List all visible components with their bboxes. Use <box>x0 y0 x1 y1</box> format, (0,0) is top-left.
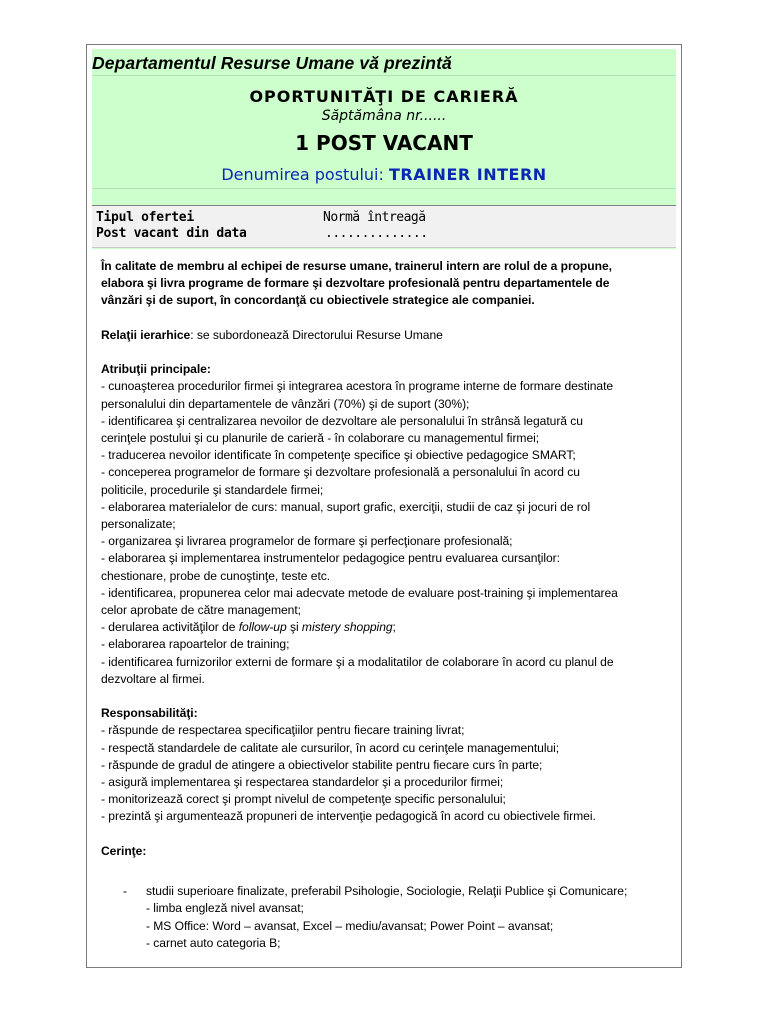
requirement-line: - limba engleză nivel avansat; <box>146 901 304 916</box>
duty-line: - identificarea şi centralizarea nevoilor de dezvoltare ale personalului în strânsă legatură cu <box>101 413 583 428</box>
duty-line: - traducerea nevoilor identificate în competenţe specifice şi obiective pedagogice SMART; <box>101 448 576 463</box>
week-number: Săptămâna nr...... <box>321 108 447 124</box>
responsibilities-list <box>101 722 666 825</box>
duty-line: - identificarea, propunerea celor mai adecvate metode de evaluare post-training şi implementarea <box>101 585 618 600</box>
offer-type-value: Normă întreagă <box>323 210 426 225</box>
duty-line: politicile, procedurile şi standardele firmei; <box>101 482 324 497</box>
duty-line: cerinţele postului şi cu planurile de carieră - în colaborare cu managementul firmei; <box>101 431 540 445</box>
divider <box>92 247 676 248</box>
requirement-line: - carnet auto categoria B; <box>146 935 281 950</box>
divider <box>92 75 676 76</box>
requirement-line: - MS Office: Word – avansat, Excel – mediu/avansat; Power Point – avansat; <box>146 918 554 933</box>
duty-line: - elaborarea şi implementarea instrumentelor pedagogice pentru evaluarea cursanţilor: <box>101 551 560 566</box>
mistery-shopping-term: mistery shopping <box>301 620 393 635</box>
position-name: TRAINER INTERN <box>388 165 547 184</box>
bullet-dash: - <box>123 884 127 899</box>
duty-line: - cunoaşterea procedurilor firmei şi integrarea acestora în programe interne de formare destinate <box>101 379 614 394</box>
hierarchy-label: Relaţii ierarhice <box>101 327 191 342</box>
responsibility-line: - respectă standardele de calitate ale cursurilor, în acord cu cerinţele managementului; <box>101 740 560 755</box>
duty-line: chestionare, probe de cunoştinţe, teste etc. <box>101 568 331 583</box>
intro-line: vânzări şi de suport, în concordanţă cu obiectivele strategice ale companiei. <box>101 293 535 308</box>
duty-line: - conceperea programelor de formare şi dezvoltare profesională a personalului în acord cu <box>101 465 580 480</box>
offer-info-box <box>92 205 676 248</box>
requirement-text: studii superioare finalizate, preferabil Psihologie, Sociologie, Relaţii Publice şi Comunicare; <box>146 884 628 899</box>
responsibility-line: - monitorizează corect şi prompt nivelul de competenţe specific personalului; <box>101 792 506 807</box>
intro-paragraph <box>101 258 666 310</box>
divider <box>92 188 676 189</box>
offer-type-label: Tipul ofertei <box>96 210 194 225</box>
hierarchy-line <box>101 327 666 344</box>
duty-line: - elaborarea materialelor de curs: manual, suport grafic, exerciţii, studii de caz şi jocuri de rol <box>101 499 591 514</box>
vacant-since-value: .............. <box>325 226 428 241</box>
hierarchy-text: : se subordonează Directorului Resurse Umane <box>190 327 443 342</box>
job-posting-page <box>86 44 682 968</box>
duty-line: - elaborarea rapoartelor de training; <box>101 637 290 652</box>
vacant-since-row <box>96 226 428 241</box>
requirements-title: Cerinţe: <box>101 843 147 858</box>
position-title <box>92 165 676 184</box>
responsibilities-title: Responsabilităţi: <box>101 706 198 721</box>
duty-line <box>101 619 666 636</box>
followup-text: ; <box>392 620 396 635</box>
vacant-since-label: Post vacant din data <box>96 226 247 241</box>
duties-title: Atribuţii principale: <box>101 362 211 377</box>
responsibility-line: - prezintă şi argumentează propuneri de intervenţie pedagogică în acord cu obiectivele firmei. <box>101 809 596 824</box>
duty-line: personalului din departamentele de vânzări (70%) şi de suport (30%); <box>101 396 470 411</box>
duty-line: - organizarea şi livrarea programelor de formare şi perfecţionare profesională; <box>101 534 513 549</box>
intro-line: elabora şi livra programe de formare şi dezvoltare profesională pentru departamentele de <box>101 276 610 291</box>
requirement-line <box>101 883 666 900</box>
duty-line: dezvoltare al firmei. <box>101 671 205 686</box>
duties-list <box>101 378 666 688</box>
followup-text: şi <box>286 620 302 635</box>
followup-term: follow-up <box>238 620 287 635</box>
duty-line: celor aprobate de către management; <box>101 603 301 618</box>
responsibility-line: - răspunde de gradul de atingere a obiectivelor stabilite pentru fiecare curs în parte; <box>101 757 543 772</box>
vacancy-count: 1 POST VACANT <box>295 131 473 155</box>
job-description <box>101 258 666 952</box>
intro-line: În calitate de membru al echipei de resurse umane, trainerul intern are rolul de a propune, <box>101 259 612 273</box>
followup-text: - derularea activităţilor de <box>101 620 239 635</box>
position-label: Denumirea postului: <box>221 165 384 184</box>
responsibility-line: - asigură implementarea şi respectarea standardelor şi a procedurilor firmei; <box>101 775 504 790</box>
responsibility-line: - răspunde de respectarea specificaţiilor pentru fiecare training livrat; <box>101 723 465 738</box>
duty-line: personalizate; <box>101 517 176 532</box>
offer-type-row <box>96 210 426 225</box>
department-title: Departamentul Resurse Umane vă prezintă <box>92 53 452 73</box>
duty-line: - identificarea furnizorilor externi de formare şi a modalitatilor de colaborare în acord cu planul de <box>101 654 614 669</box>
opportunities-heading: OPORTUNITĂŢI DE CARIERĂ <box>249 87 519 106</box>
